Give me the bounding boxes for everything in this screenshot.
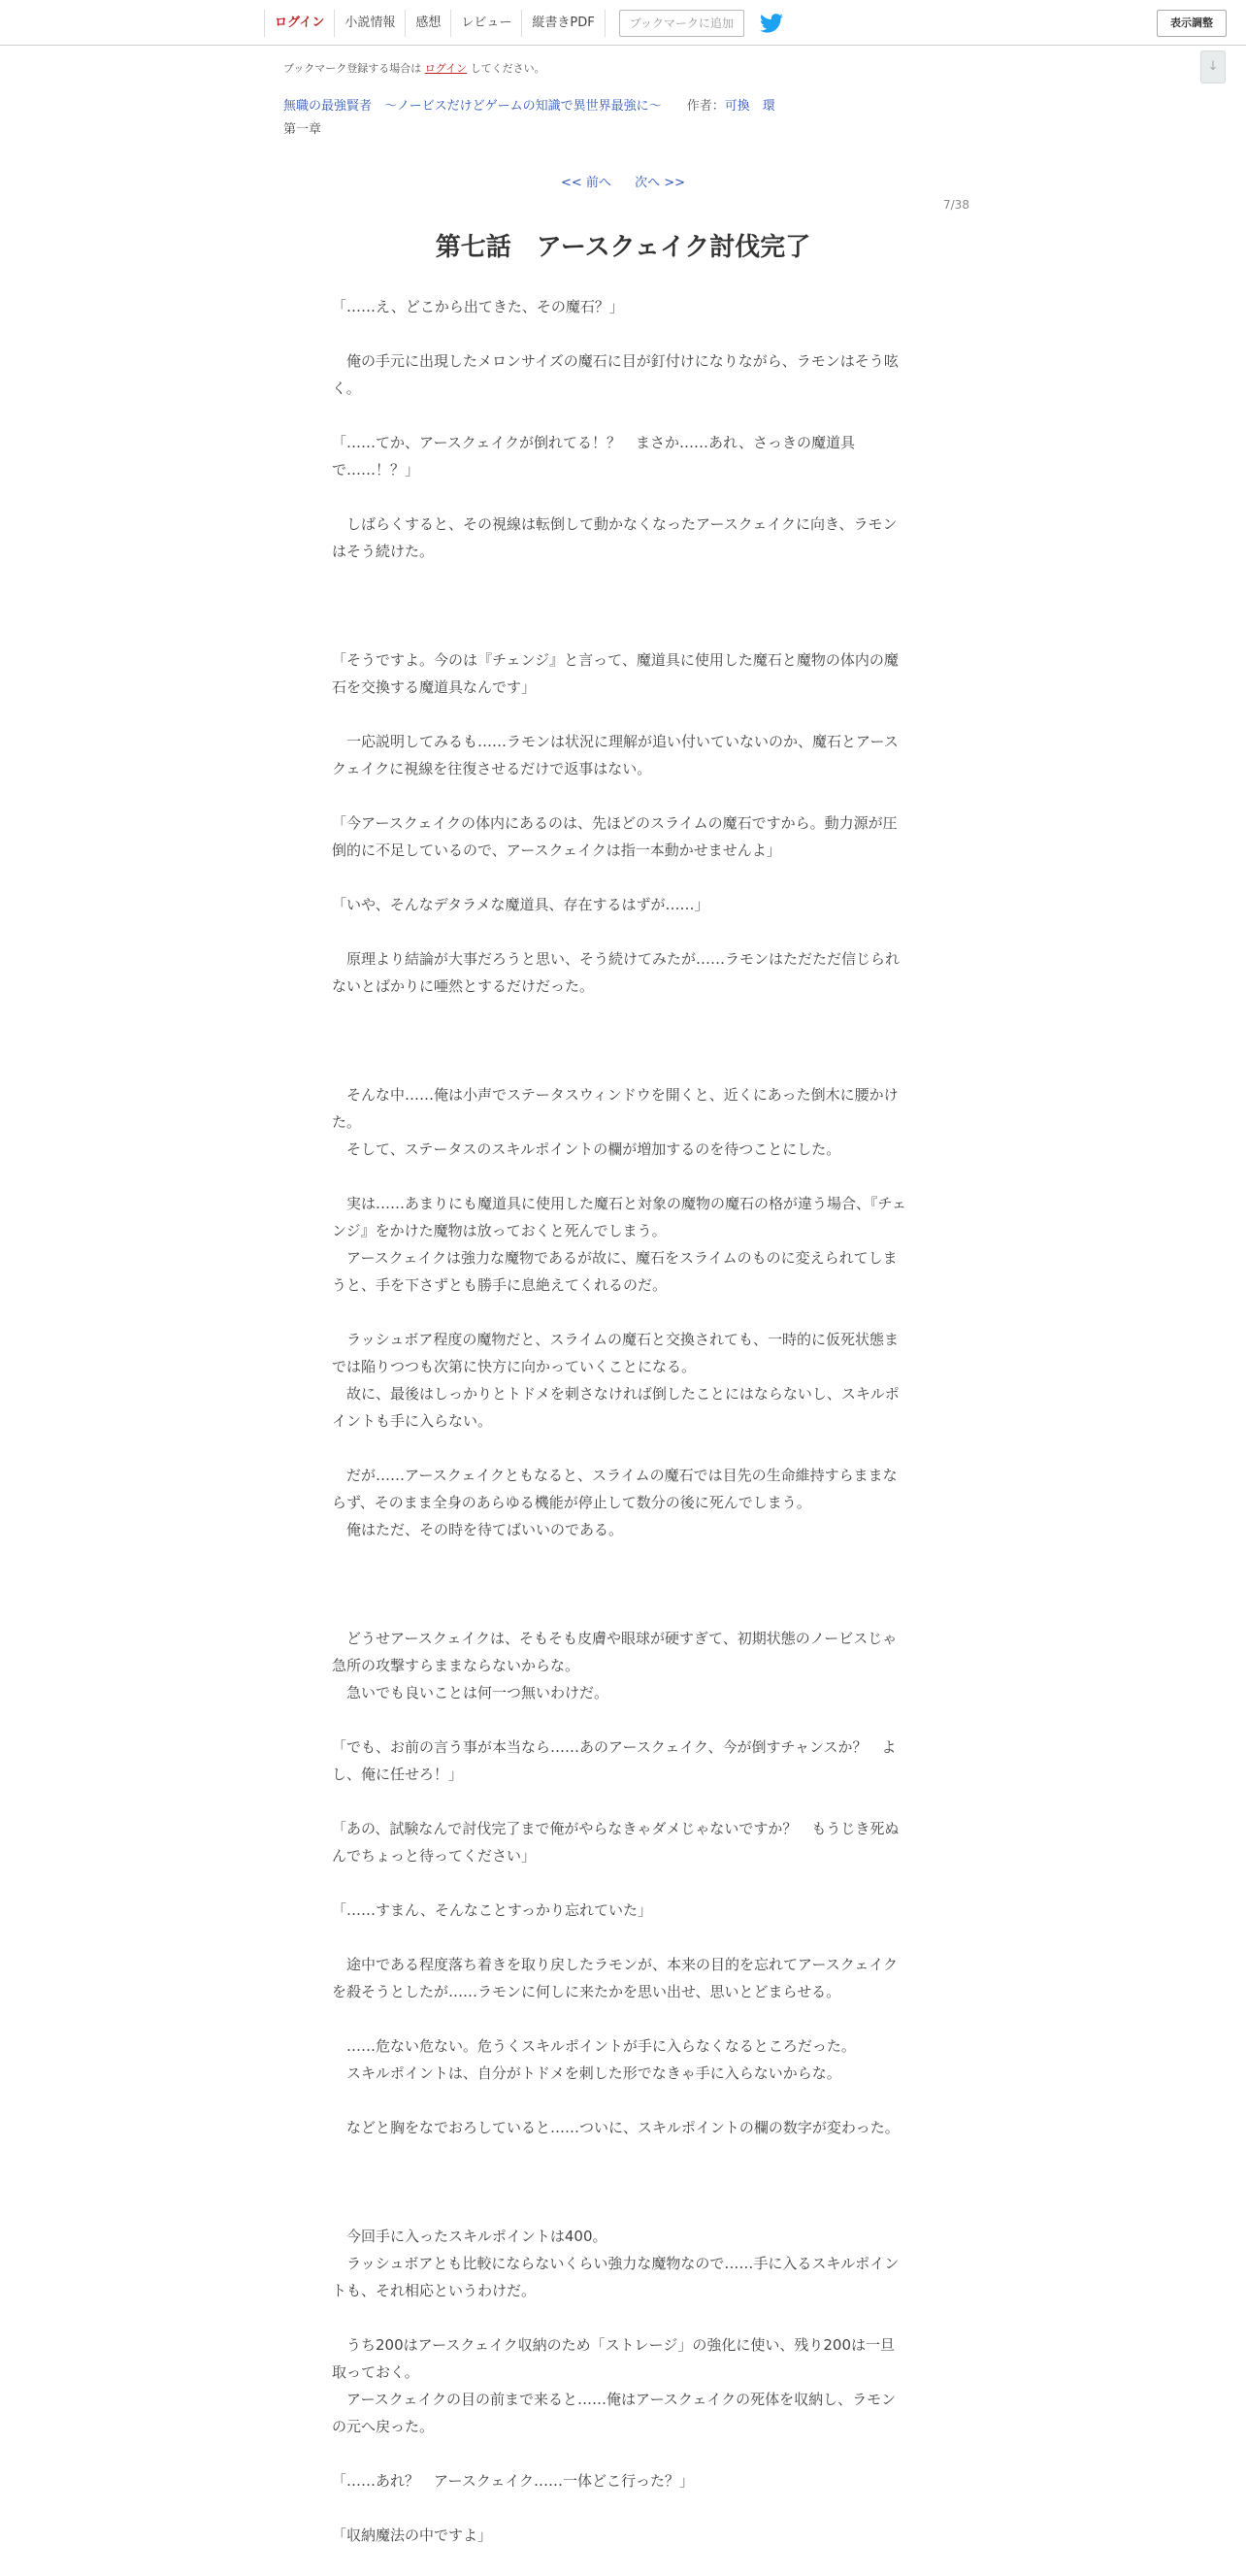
body-paragraph: 「今アースクェイクの体内にあるのは、先ほどのスライムの魔石ですから。動力源が圧倒的に不足しているので、アースクェイクは指一本動かせませんよ」 [332,814,898,859]
top-navigation-bar [0,0,1246,46]
add-bookmark-button[interactable]: ブックマークに追加 [619,10,744,37]
body-paragraph: 原理より結論が大事だろうと思い、そう続けてみたが……ラモンはただただ信じられないとばかりに唖然とするだけだった。 [332,950,901,995]
nav-impressions-link[interactable]: 感想 [405,10,450,37]
body-paragraph: 俺の手元に出現したメロンサイズの魔石に目が釘付けになりながら、ラモンはそう呟く。 [332,352,899,397]
body-paragraph [332,1027,908,1054]
body-paragraph: 「……すまん、そんなことすっかり忘れていた」 [332,1901,653,1919]
body-paragraph: 途中である程度落ち着きを取り戻したラモンが、本来の目的を忘れてアースクェイクを殺そうとしたが……ラモンに何しに来たかを思い出せ、思いとどまらせる。 [332,1956,899,2000]
body-paragraph: だが……アースクェイクともなると、スライムの魔石では目先の生命維持すらままならず、そのまま全身のあらゆる機能が停止して数分の後に死んでしまう。 俺はただ、その時を待てばいいのである。 [332,1467,898,1538]
body-paragraph [332,2168,908,2196]
twitter-icon[interactable] [760,14,783,33]
body-paragraph: 「いや、そんなデタラメな魔道具、存在するはずが……」 [332,896,709,913]
body-paragraph: ラッシュボア程度の魔物だと、スライムの魔石と交換されても、一時的に仮死状態までは陥りつつも次第に快方に向かっていくことになる。 故に、最後はしっかりとトドメを刺さなければ倒したことにはならないし、スキルポイントも手に入らない。 [332,1331,900,1430]
notice-prefix: ブックマーク登録する場合は [283,62,422,75]
episode-pager [0,172,1246,190]
body-paragraph: 「……てか、アースクェイクが倒れてる！？ まさか……あれ、さっきの魔道具で……！？」 [332,434,855,479]
scroll-down-arrow-icon[interactable]: ↓ [1200,50,1226,83]
author-link[interactable]: 可換 環 [724,99,775,114]
nav-vertical-pdf-link[interactable]: 縦書きPDF [521,10,605,37]
body-paragraph: 「そうですよ。今のは『チェンジ』と言って、魔道具に使用した魔石と魔物の体内の魔石を交換する魔道具なんです」 [332,651,899,696]
nav-login-link[interactable]: ログイン [264,10,334,37]
notice-suffix: してください。 [470,62,545,75]
notice-login-link[interactable]: ログイン [424,62,468,75]
body-paragraph: 「収納魔法の中ですよ」 [332,2526,493,2544]
body-paragraph: 「……え、どこから出てきた、その魔石？」 [332,298,624,315]
body-paragraph: などと胸をなでおろしていると……ついに、スキルポイントの欄の数字が変わった。 [332,2119,900,2136]
episode-page-count: 7/38 [943,198,969,212]
body-paragraph: 実は……あまりにも魔道具に使用した魔石と対象の魔物の魔石の格が違う場合、『チェンジ』をかけた魔物は放っておくと死んでしまう。 アースクェイクは強力な魔物であるが故に、魔石をスライムのものに変えられてしまうと、手を下さずとも勝手に息絶えてくれるのだ。 [332,1195,907,1294]
author-label: 作者： [686,99,725,114]
episode-title: 第七話 アースクェイク討伐完了 [435,233,811,262]
body-paragraph: 「……あれ？ アースクェイク……一体どこ行った？」 [332,2472,695,2490]
body-paragraph [332,1570,908,1598]
novel-title-link[interactable]: 無職の最強賢者 〜ノービスだけどゲームの知識で異世界最強に〜 [283,99,662,114]
body-paragraph: そんな中……俺は小声でステータスウィンドウを開くと、近くにあった倒木に腰かけた。 そして、ステータスのスキルポイントの欄が増加するのを待つことにした。 [332,1086,899,1158]
nav-novel-info-link[interactable]: 小説情報 [334,10,405,37]
body-paragraph: しばらくすると、その視線は転倒して動かなくなったアースクェイクに向き、ラモンはそう続けた。 [332,515,898,560]
body-paragraph: 一応説明してみるも……ラモンは状況に理解が追い付いていないのか、魔石とアースクェイクに視線を往復させるだけで返事はない。 [332,733,899,777]
body-paragraph [332,592,908,619]
bookmark-login-notice [283,60,545,76]
body-paragraph: ……危ない危ない。危うくスキルポイントが手に入らなくなるところだった。 スキルポイントは、自分がトドメを刺した形でなきゃ手に入らないからな。 [346,2037,856,2082]
body-paragraph: 「でも、お前の言う事が本当なら……あのアースクェイク、今が倒すチャンスか？ よし、俺に任せろ！」 [332,1738,897,1783]
chapter-title: 第一章 [283,122,322,137]
body-paragraph: 今回手に入ったスキルポイントは400。 ラッシュボアとも比較にならないくらい強力な魔物なので……手に入るスキルポイントも、それ相応というわけだ。 [332,2228,900,2299]
novel-title-line [283,95,775,114]
header-nav [264,10,783,37]
display-settings-button[interactable]: 表示調整 [1157,10,1227,37]
body-paragraph: どうせアースクェイクは、そもそも皮膚や眼球が硬すぎて、初期状態のノービスじゃ急所の攻撃すらままならないからな。 急いでも良いことは何一つ無いわけだ。 [332,1630,898,1701]
prev-episode-link[interactable]: << 前へ [561,176,611,190]
episode-body [332,293,908,2576]
next-episode-link[interactable]: 次へ >> [635,176,685,190]
nav-review-link[interactable]: レビュー [450,10,521,37]
body-paragraph: 「あの、試験なんで討伐完了まで俺がやらなきゃダメじゃないですか？ もうじき死ぬんでちょっと待ってください」 [332,1820,900,1865]
body-paragraph: うち200はアースクェイク収納のため「ストレージ」の強化に使い、残り200は一旦取っておく。 アースクェイクの目の前まで来ると……俺はアースクェイクの死体を収納し、ラモンの元へ戻った。 [332,2336,897,2435]
